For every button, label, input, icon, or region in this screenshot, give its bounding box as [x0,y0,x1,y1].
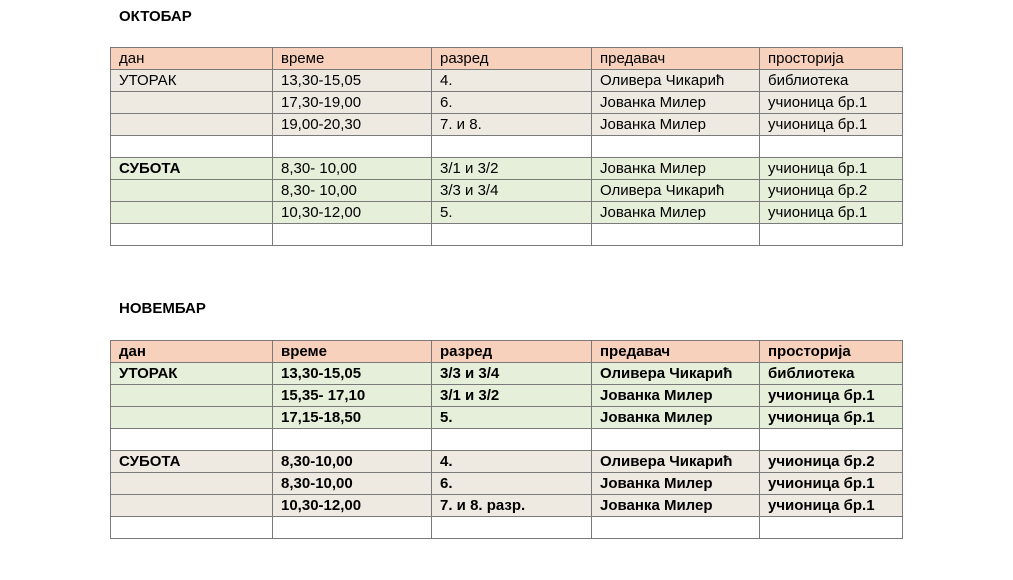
header-room: просторија [760,48,903,70]
cell-day [111,385,273,407]
cell-time: 13,30-15,05 [273,363,432,385]
table-row [111,180,903,202]
cell-time [273,429,432,451]
cell-day: СУБОТА [111,158,273,180]
cell-room: учионица бр.1 [760,473,903,495]
table-row [111,451,903,473]
cell-time: 17,30-19,00 [273,92,432,114]
cell-grade [432,517,592,539]
cell-grade: 7. и 8. разр. [432,495,592,517]
cell-room [760,517,903,539]
table-row [111,136,903,158]
cell-grade [432,429,592,451]
cell-day [111,407,273,429]
cell-teacher: Јованка Милер [592,92,760,114]
header-teacher: предавач [592,341,760,363]
cell-teacher: Оливера Чикарић [592,451,760,473]
cell-teacher: Оливера Чикарић [592,180,760,202]
cell-day [111,180,273,202]
cell-day: УТОРАК [111,363,273,385]
table-row [111,70,903,92]
table-row [111,92,903,114]
table-row [111,385,903,407]
header-teacher: предавач [592,48,760,70]
cell-teacher [592,429,760,451]
cell-time: 8,30-10,00 [273,473,432,495]
cell-room [760,224,903,246]
october-table [110,47,903,246]
cell-room: учионица бр.2 [760,180,903,202]
cell-time: 8,30- 10,00 [273,180,432,202]
cell-teacher [592,517,760,539]
cell-teacher: Оливера Чикарић [592,70,760,92]
cell-time: 15,35- 17,10 [273,385,432,407]
cell-time: 8,30-10,00 [273,451,432,473]
cell-grade: 5. [432,407,592,429]
cell-room [760,136,903,158]
cell-grade: 3/3 и 3/4 [432,363,592,385]
header-time: време [273,48,432,70]
cell-time [273,136,432,158]
cell-day [111,92,273,114]
cell-day [111,495,273,517]
table-row [111,224,903,246]
cell-teacher: Јованка Милер [592,385,760,407]
table-row [111,363,903,385]
cell-grade: 3/3 и 3/4 [432,180,592,202]
cell-room: учионица бр.1 [760,92,903,114]
table-row [111,429,903,451]
cell-teacher: Јованка Милер [592,407,760,429]
cell-time: 19,00-20,30 [273,114,432,136]
cell-grade: 6. [432,473,592,495]
header-day: дан [111,341,273,363]
cell-room: учионица бр.1 [760,202,903,224]
cell-day [111,114,273,136]
cell-time [273,224,432,246]
header-grade: разред [432,48,592,70]
table-row [111,473,903,495]
table-header-row [111,48,903,70]
cell-grade [432,224,592,246]
cell-room [760,429,903,451]
header-time: време [273,341,432,363]
cell-day [111,202,273,224]
cell-room: библиотека [760,363,903,385]
cell-room: учионица бр.1 [760,407,903,429]
cell-teacher [592,224,760,246]
header-day: дан [111,48,273,70]
november-title: НОВЕМБАР [119,300,206,317]
october-title: ОКТОБАР [119,8,192,25]
cell-teacher [592,136,760,158]
cell-teacher: Јованка Милер [592,473,760,495]
cell-room: учионица бр.1 [760,114,903,136]
cell-teacher: Јованка Милер [592,114,760,136]
cell-day: СУБОТА [111,451,273,473]
cell-teacher: Јованка Милер [592,202,760,224]
cell-grade: 5. [432,202,592,224]
cell-teacher: Оливера Чикарић [592,363,760,385]
cell-room: библиотека [760,70,903,92]
table-row [111,517,903,539]
cell-room: учионица бр.2 [760,451,903,473]
cell-grade: 3/1 и 3/2 [432,385,592,407]
table-row [111,202,903,224]
table-row [111,158,903,180]
table-row [111,495,903,517]
cell-grade: 3/1 и 3/2 [432,158,592,180]
cell-day: УТОРАК [111,70,273,92]
cell-room: учионица бр.1 [760,495,903,517]
table-row [111,114,903,136]
cell-grade: 6. [432,92,592,114]
header-grade: разред [432,341,592,363]
cell-time: 8,30- 10,00 [273,158,432,180]
cell-teacher: Јованка Милер [592,495,760,517]
header-room: просторија [760,341,903,363]
cell-grade: 4. [432,70,592,92]
cell-room: учионица бр.1 [760,385,903,407]
cell-grade: 7. и 8. [432,114,592,136]
table-header-row [111,341,903,363]
cell-teacher: Јованка Милер [592,158,760,180]
table-row [111,407,903,429]
cell-room: учионица бр.1 [760,158,903,180]
november-table [110,340,903,539]
cell-day [111,224,273,246]
cell-day [111,136,273,158]
cell-grade [432,136,592,158]
cell-day [111,517,273,539]
cell-time: 10,30-12,00 [273,202,432,224]
cell-day [111,473,273,495]
cell-grade: 4. [432,451,592,473]
cell-time: 10,30-12,00 [273,495,432,517]
cell-time: 17,15-18,50 [273,407,432,429]
cell-day [111,429,273,451]
cell-time: 13,30-15,05 [273,70,432,92]
cell-time [273,517,432,539]
